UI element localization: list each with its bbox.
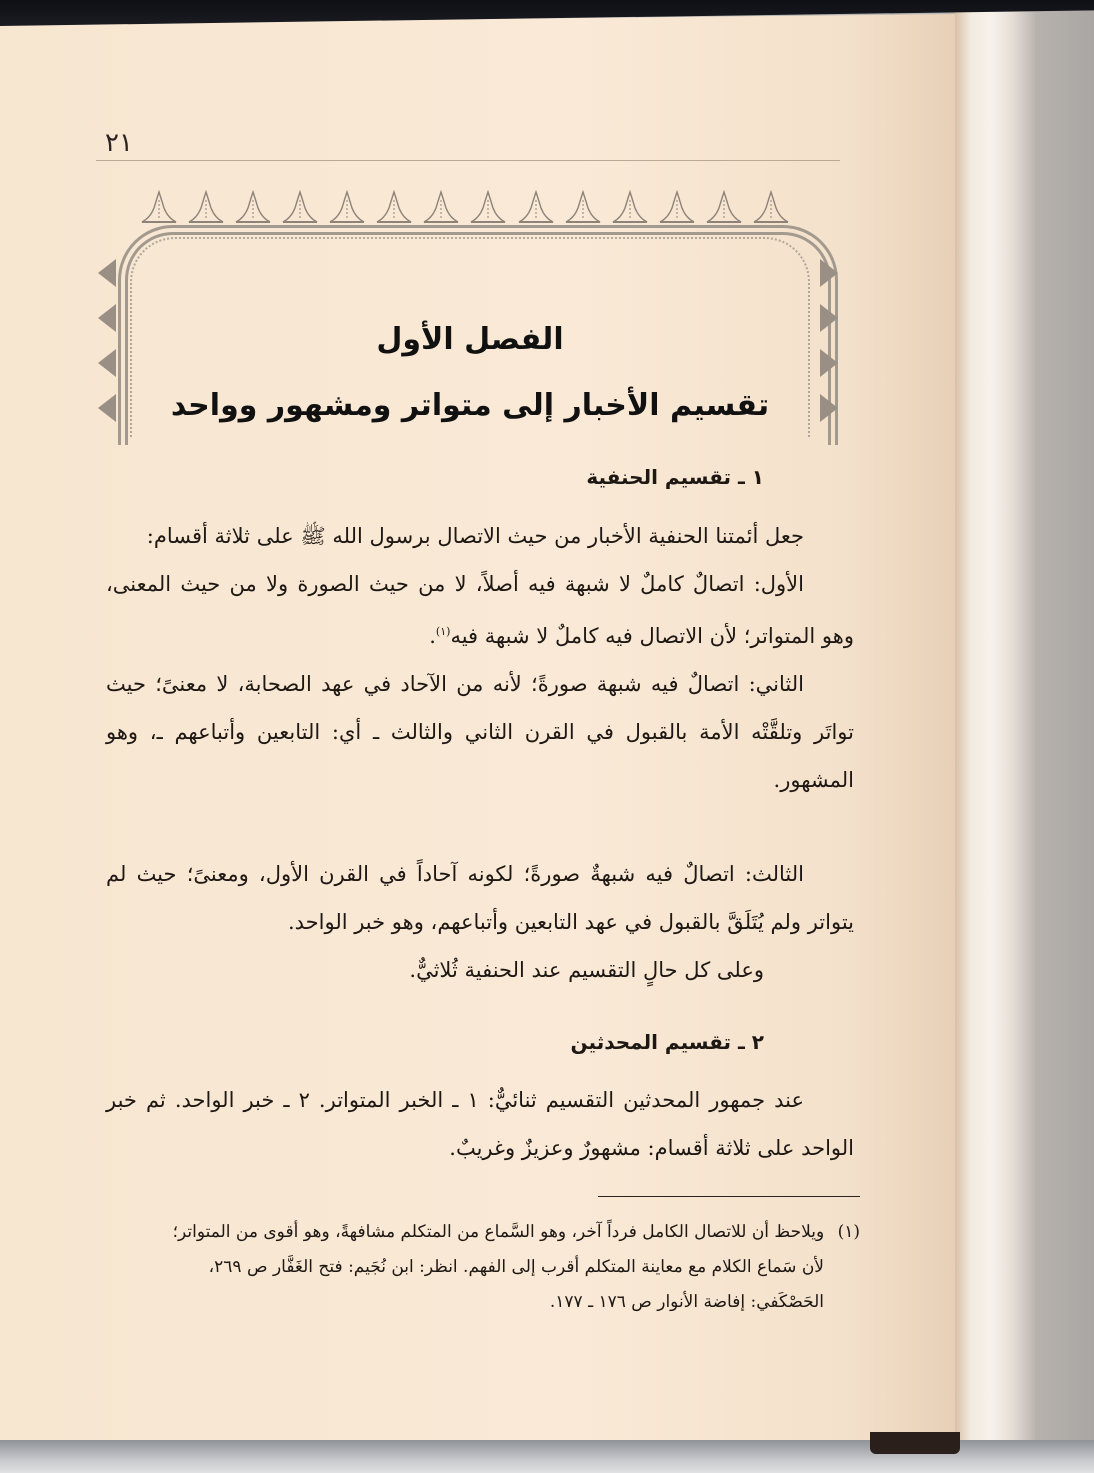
- dome-ornament-icon: [611, 190, 649, 224]
- footnote-marker: (١): [837, 1222, 860, 1242]
- arrow-ornament-icon: [820, 349, 838, 377]
- dome-ornament-icon: [140, 190, 178, 224]
- footnote-line-2: لأن سَماع الكلام مع معاينة المتكلم أقرب إلى الفهم. انظر: ابن نُجَيم: فتح الغَفَّار ص ٢٦٩،: [208, 1257, 824, 1277]
- section-muhaddithin-body: [106, 1076, 854, 1172]
- footnote-1: [106, 1215, 860, 1320]
- section-hanafi-body: [106, 512, 854, 804]
- footnote-line-3: الحَصْكَفي: إفاضة الأنوار ص ١٧٦ ـ ١٧٧.: [549, 1292, 824, 1312]
- paragraph-first-type-text: الأول: اتصالٌ كاملٌ لا شبهة فيه أصلاً، لا من حيث الصورة ولا من حيث المعنى، وهو المتواتر؛ لأن الاتصال فيه كاملٌ لا شبهة فيه: [106, 572, 854, 648]
- book-cover-corner: [870, 1432, 960, 1454]
- dome-ornament-icon: [517, 190, 555, 224]
- ornament-domes-row: [140, 190, 790, 230]
- header-rule: [96, 160, 840, 161]
- paragraph-second-type: الثاني: اتصالٌ فيه شبهة صورةً؛ لأنه من الآحاد في عهد الصحابة، لا معنىً؛ حيث تواتَر وتلقَّتْه الأمة بالقبول في القرن الثاني والثالث ـ أي: التابعين وأتباعهم ـ، وهو المشهور.: [106, 672, 854, 792]
- paragraph-intro: جعل أئمتنا الحنفية الأخبار من حيث الاتصال برسول الله ﷺ على ثلاثة أقسام:: [146, 524, 804, 548]
- dome-ornament-icon: [375, 190, 413, 224]
- paragraph-first-type: الأول: اتصالٌ كاملٌ لا شبهة فيه أصلاً، لا من حيث الصورة ولا من حيث المعنى، وهو المتواتر؛ لأن الاتصال فيه كاملٌ لا شبهة فيه$^{(١)}$.: [106, 572, 854, 648]
- dome-ornament-icon: [234, 190, 272, 224]
- background-surface: [1030, 0, 1094, 1473]
- paragraph-muhaddithin: عند جمهور المحدثين التقسيم ثنائيٌّ: ١ ـ الخبر المتواتر. ٢ ـ خبر الواحد. ثم خبر الواحد على ثلاثة أقسام: مشهورٌ وعزيزٌ وغريبٌ.: [106, 1088, 854, 1160]
- arrow-ornament-icon: [820, 259, 838, 287]
- dome-ornament-icon: [328, 190, 366, 224]
- footnote-line-1: ويلاحظ أن للاتصال الكامل فرداً آخر، وهو السَّماع من المتكلم مشافهةً، وهو أقوى من المتواتر؛: [172, 1222, 825, 1242]
- arrow-ornament-icon: [98, 394, 116, 422]
- frame-left-ornaments: [98, 250, 120, 430]
- footnotes: [106, 1215, 860, 1320]
- paragraph-third-type: الثالث: اتصالٌ فيه شبهةٌ صورةً؛ لكونه آحاداً في القرن الأول، ومعنىً؛ حيث لم يتواتر ولم يُتَلَقَّ بالقبول في عهد التابعين وأتباعهم، وهو خبر الواحد.: [106, 862, 854, 934]
- section-hanafi-body-cont: [106, 850, 854, 994]
- page-fold-edge: [955, 8, 1035, 1448]
- arrow-ornament-icon: [98, 259, 116, 287]
- dome-ornament-icon: [187, 190, 225, 224]
- section-heading-muhaddithin: ٢ ـ تقسيم المحدثين: [570, 1030, 764, 1054]
- arrow-ornament-icon: [98, 304, 116, 332]
- dome-ornament-icon: [705, 190, 743, 224]
- dome-ornament-icon: [281, 190, 319, 224]
- section-heading-hanafi: ١ ـ تقسيم الحنفية: [586, 465, 764, 489]
- dome-ornament-icon: [422, 190, 460, 224]
- arrow-ornament-icon: [98, 349, 116, 377]
- arrow-ornament-icon: [820, 394, 838, 422]
- dome-ornament-icon: [658, 190, 696, 224]
- dome-ornament-icon: [469, 190, 507, 224]
- chapter-subtitle: تقسيم الأخبار إلى متواتر ومشهور وواحد: [170, 388, 770, 423]
- chapter-title: الفصل الأول: [376, 322, 564, 357]
- frame-right-ornaments: [820, 250, 842, 430]
- footnote-separator: [598, 1196, 860, 1197]
- footnote-reference[interactable]: (١): [435, 625, 451, 638]
- dome-ornament-icon: [564, 190, 602, 224]
- arrow-ornament-icon: [820, 304, 838, 332]
- dome-ornament-icon: [752, 190, 790, 224]
- page-number: ٢١: [105, 128, 133, 158]
- paragraph-summary: وعلى كل حالٍ التقسيم عند الحنفية ثُلاثيٌّ.: [409, 958, 764, 982]
